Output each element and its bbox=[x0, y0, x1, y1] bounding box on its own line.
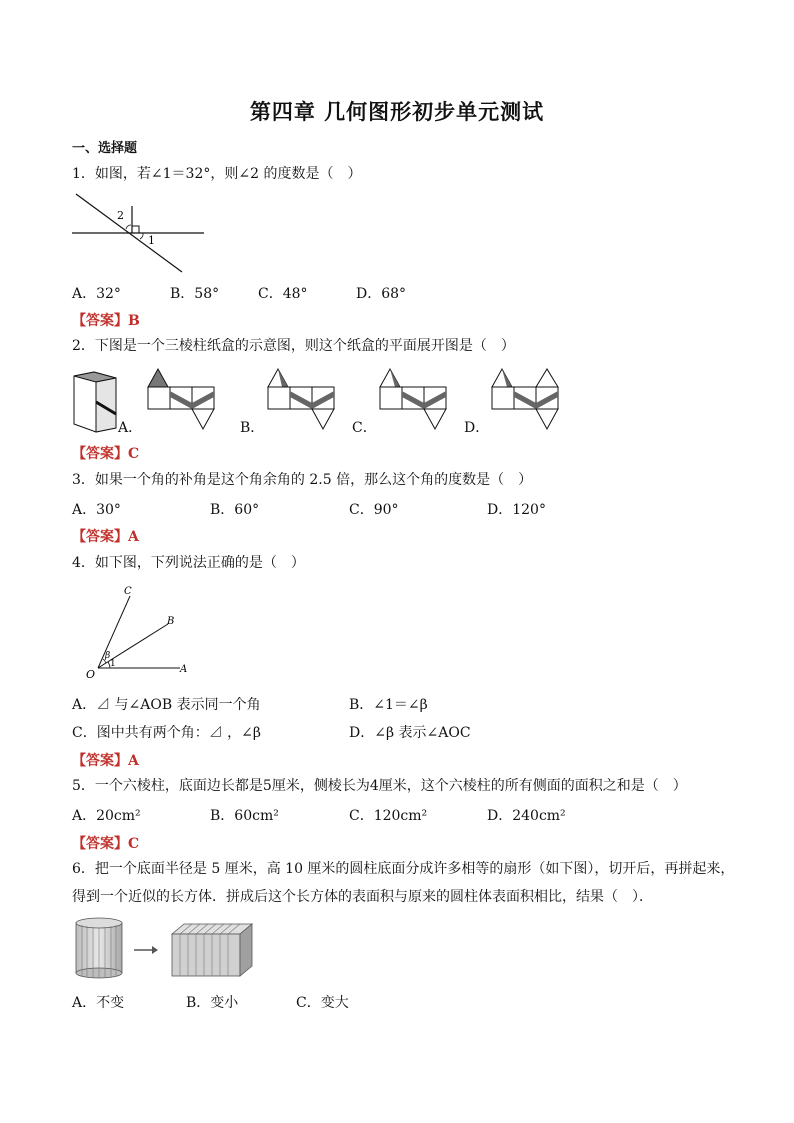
q6-stem-line2: 得到一个近似的长方体．拼成后这个长方体的表面积与原来的圆柱体表面积相比，结果（ ）． bbox=[72, 889, 653, 905]
section-heading: 一、选择题 bbox=[72, 141, 138, 156]
q4-option-a: A．⊿ 与∠AOB 表示同一个角 bbox=[72, 697, 261, 713]
q1-option-b: B．58° bbox=[170, 286, 220, 302]
q4-label-b: B bbox=[167, 616, 175, 627]
q4-option-b: B．∠1＝∠β bbox=[349, 697, 428, 713]
q2-option-a: A． bbox=[118, 420, 143, 436]
q1-label-2: 2 bbox=[117, 209, 124, 222]
q2-option-c: C． bbox=[352, 420, 377, 436]
q1-figure bbox=[70, 192, 210, 274]
q4-option-d: D．∠β 表示∠AOC bbox=[349, 725, 471, 741]
q1-option-a: A．32° bbox=[72, 286, 121, 302]
q4-label-beta: β bbox=[105, 651, 111, 661]
q5-stem: 5．一个六棱柱，底面边长都是5厘米，侧棱长为4厘米，这个六棱柱的所有侧面的面积之和是（ ） bbox=[72, 778, 687, 794]
q5-answer: 【答案】C bbox=[72, 836, 140, 852]
q2-option-b: B． bbox=[240, 420, 265, 436]
q5-option-b: B．60cm² bbox=[210, 808, 279, 824]
q2-answer: 【答案】C bbox=[72, 446, 140, 462]
q2-net-a bbox=[146, 367, 216, 433]
q4-label-a: A bbox=[180, 664, 188, 675]
q4-label-1: 1 bbox=[110, 659, 116, 669]
q2-net-d bbox=[490, 367, 560, 433]
q5-option-c: C．120cm² bbox=[349, 808, 428, 824]
q2-option-d: D． bbox=[464, 420, 490, 436]
q4-label-o: O bbox=[86, 668, 96, 681]
q4-answer: 【答案】A bbox=[72, 753, 139, 769]
q1-label-1: 1 bbox=[148, 234, 155, 247]
q4-label-c: C bbox=[124, 586, 132, 597]
q2-prism-figure bbox=[72, 370, 118, 432]
q3-answer: 【答案】A bbox=[72, 529, 139, 545]
q2-net-b bbox=[266, 367, 336, 433]
q6-figure bbox=[74, 916, 254, 980]
q3-option-d: D．120° bbox=[487, 502, 546, 518]
q3-option-a: A．30° bbox=[72, 502, 121, 518]
q3-stem: 3．如果一个角的补角是这个角余角的 2.5 倍，那么这个角的度数是（ ） bbox=[72, 472, 533, 488]
q6-option-c: C．变大 bbox=[296, 995, 349, 1011]
q5-option-a: A．20cm² bbox=[72, 808, 141, 824]
q6-option-b: B．变小 bbox=[186, 995, 239, 1011]
q1-stem: 1．如图，若∠1＝32°，则∠2 的度数是（ ） bbox=[72, 166, 362, 182]
q3-option-b: B．60° bbox=[210, 502, 260, 518]
q3-option-c: C．90° bbox=[349, 502, 399, 518]
q1-answer: 【答案】B bbox=[72, 313, 140, 329]
q6-option-a: A．不变 bbox=[72, 995, 125, 1011]
q4-figure bbox=[84, 584, 194, 680]
q1-option-c: C．48° bbox=[258, 286, 308, 302]
page-title: 第四章 几何图形初步单元测试 bbox=[249, 99, 545, 124]
q2-net-c bbox=[378, 367, 448, 433]
q5-option-d: D．240cm² bbox=[487, 808, 566, 824]
q4-option-c: C．图中共有两个角：⊿ ，∠β bbox=[72, 725, 261, 741]
q1-option-d: D．68° bbox=[356, 286, 407, 302]
q2-stem: 2．下图是一个三棱柱纸盒的示意图，则这个纸盒的平面展开图是（ ） bbox=[72, 338, 515, 354]
q6-stem-line1: 6．把一个底面半径是 5 厘米，高 10 厘米的圆柱底面分成许多相等的扇形（如下图），切开后，再拼起来， bbox=[72, 861, 735, 877]
q4-stem: 4．如下图，下列说法正确的是（ ） bbox=[72, 555, 305, 571]
